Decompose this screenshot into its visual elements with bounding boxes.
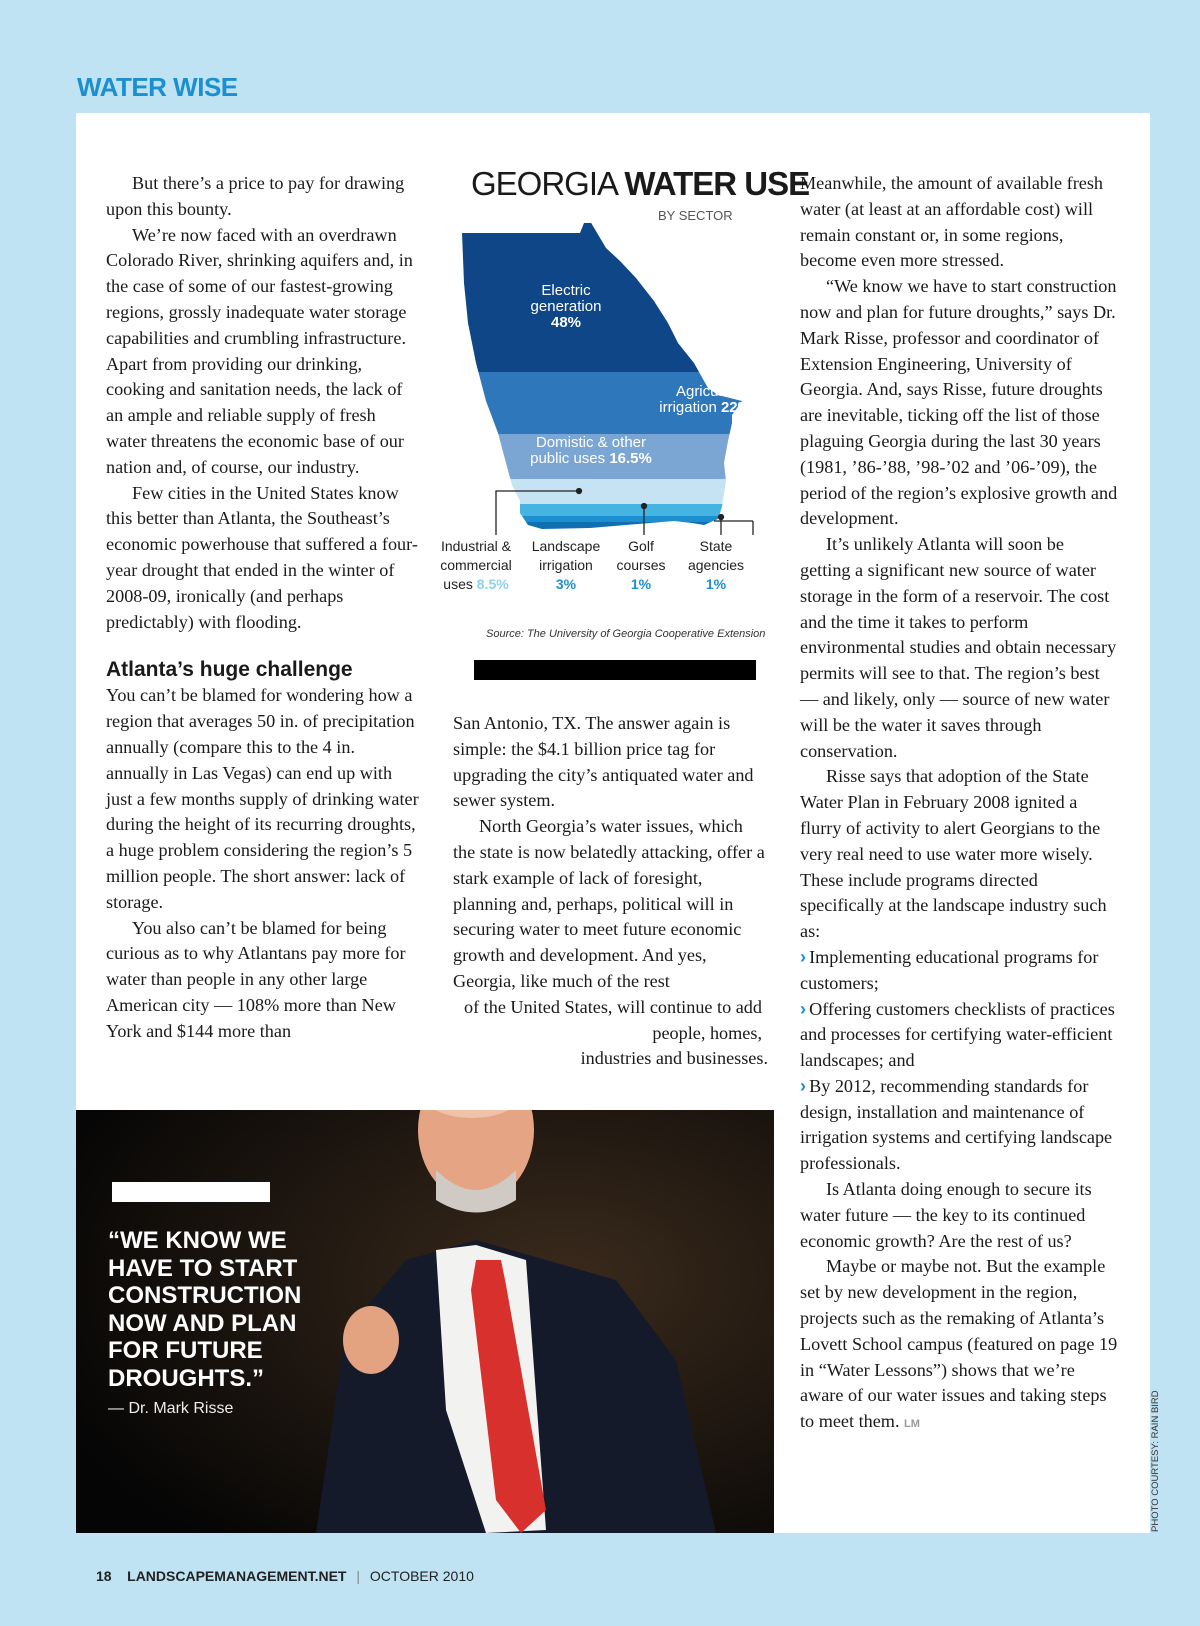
page-number: 18	[96, 1568, 112, 1584]
bullet-item: › By 2012, recommending standards for design, installation and maintenance of irrigation systems and certifying landscape professionals.	[800, 1075, 1113, 1174]
paragraph: Risse says that adoption of the State Water Plan in February 2008 ignited a flurry of activity to alert Georgians to the very real need to use water more wisely. These include programs directed specifically at the landscape industry such as:	[800, 766, 1107, 942]
article-page	[76, 113, 1150, 1533]
paragraph: It’s unlikely Atlanta will soon be getting a significant new source of water storage in the form of a reservoir. The cost and the time it takes to perform environmental studies and obtain necessary permits will see to that. The region’s best — and likely, only — source of new water will be the water it saves through conservation.	[800, 534, 1117, 761]
end-mark: LM	[904, 1418, 920, 1431]
chevron-right-icon: ›	[800, 946, 807, 967]
paragraph: North Georgia’s water issues, which the state is now belatedly attacking, offer a stark example of lack of foresight, planning and, perhaps, political will in securing water to meet future economic growth and development. And yes, Georgia, like much of the rest	[453, 816, 765, 991]
label-agricultural: Agricultural irrigation 22%	[659, 383, 751, 416]
paragraph: of the United States, will continue to add people, homes,	[463, 996, 762, 1043]
paragraph: You can’t be blamed for wondering how a region that averages 50 in. of precipitation annually (compare this to the 4 in. annually in Las Vegas) can end up with just a few months supply of drinking water during the height of its recurring droughts, a huge problem considering the region’s 5 million people. The short answer: lack of storage.	[106, 685, 419, 912]
divider-bar	[474, 660, 756, 680]
paragraph: “We know we have to start construction now and plan for future droughts,” says Dr. Mark Risse, professor and coordinator of Extension Engineering, University of Georgia. And, says Risse, future droughts are inevitable, ticking off the list of those plaguing Georgia during the last 30 years (1981, ’86-’88, ’98-’02 and ’06-’09), the period of the region’s explosive growth and development.	[800, 276, 1118, 529]
footer-separator: |	[356, 1568, 361, 1584]
paragraph: industries and businesses.	[580, 1048, 768, 1069]
pull-quote: “WE KNOW WE HAVE TO START CONSTRUCTION NOW AND PLAN FOR FUTURE DROUGHTS.”	[108, 1227, 302, 1392]
quote-bar	[112, 1182, 270, 1202]
label-state: State agencies 1%	[687, 538, 745, 592]
quote-attribution: — Dr. Mark Risse	[108, 1400, 234, 1417]
footer-date: OCTOBER 2010	[369, 1568, 474, 1584]
footer-site: LANDSCAPEMANAGEMENT.NET	[127, 1568, 347, 1584]
section-heading: WATER WISE	[77, 72, 238, 102]
paragraph: Meanwhile, the amount of available fresh water (at least at an affordable cost) will remain constant or, in some regions, become even more stressed.	[800, 173, 1104, 271]
photo-credit: PHOTO COURTESY: RAIN BIRD	[1150, 1390, 1161, 1532]
page-footer	[96, 1568, 474, 1584]
chart-subtitle: BY SECTOR	[658, 208, 733, 223]
subheading: Atlanta’s huge challenge	[106, 658, 353, 682]
label-landscape: Landscape irrigation 3%	[531, 538, 601, 592]
column-1	[106, 171, 420, 1045]
label-domestic: Domistic & other public uses 16.5%	[530, 434, 652, 467]
paragraph: You also can’t be blamed for being curious as to why Atlantans pay more for water than people in any other large American city — 108% more than New York and $144 more than	[106, 917, 406, 1041]
chart-source: Source: The University of Georgia Cooperative Extension	[486, 628, 766, 640]
paragraph: Is Atlanta doing enough to secure its water future — the key to its continued economic growth? Are the rest of us?	[800, 1179, 1092, 1251]
column-2	[453, 711, 768, 1072]
bullet-item: › Implementing educational programs for customers;	[800, 946, 1099, 993]
label-golf: Golf courses 1%	[616, 538, 666, 592]
speaker-photo	[76, 1110, 774, 1533]
paragraph: Maybe or maybe not. But the example set by new development in the region, projects such as the remaking of Atlanta’s Lovett School campus (featured on page 19 in “Water Lessons”) shows that we’re aware of our water issues and taking steps to meet them. LM	[800, 1256, 1118, 1432]
column-3	[800, 171, 1118, 1438]
chevron-right-icon: ›	[800, 1075, 807, 1096]
chevron-right-icon: ›	[800, 998, 807, 1019]
paragraph: We’re now faced with an overdrawn Colorado River, shrinking aquifers and, in the case of some of our fastest-growing regions, grossly inadequate water storage capabilities and crumbling infrastructure. Apart from providing our drinking, cooking and sanitation needs, the lack of an ample and reliable supply of fresh water threatens the economic base of our nation and, of course, our industry.	[106, 224, 413, 477]
sector-band-state	[456, 522, 756, 532]
label-industrial: Industrial & commercial uses 8.5%	[440, 538, 512, 592]
sector-band-golf	[456, 516, 756, 522]
chart-title: GEORGIA WATER USE	[471, 165, 810, 202]
paragraph: Few cities in the United States know this better than Atlanta, the Southeast’s economic powerhouse that suffered a four-year drought that ended in the winter of 2008-09, ironically (and perhaps predictably) with flooding.	[106, 482, 418, 632]
paragraph: But there’s a price to pay for drawing upon this bounty.	[106, 173, 405, 219]
label-electric: Electric generation 48%	[530, 282, 602, 331]
bullet-item: › Offering customers checklists of practices and processes for certifying water-efficient landscapes; and	[800, 998, 1115, 1071]
paragraph: San Antonio, TX. The answer again is simple: the $4.1 billion price tag for upgrading the city’s antiquated water and sewer system.	[453, 713, 754, 811]
sector-band-landscape	[456, 504, 756, 516]
